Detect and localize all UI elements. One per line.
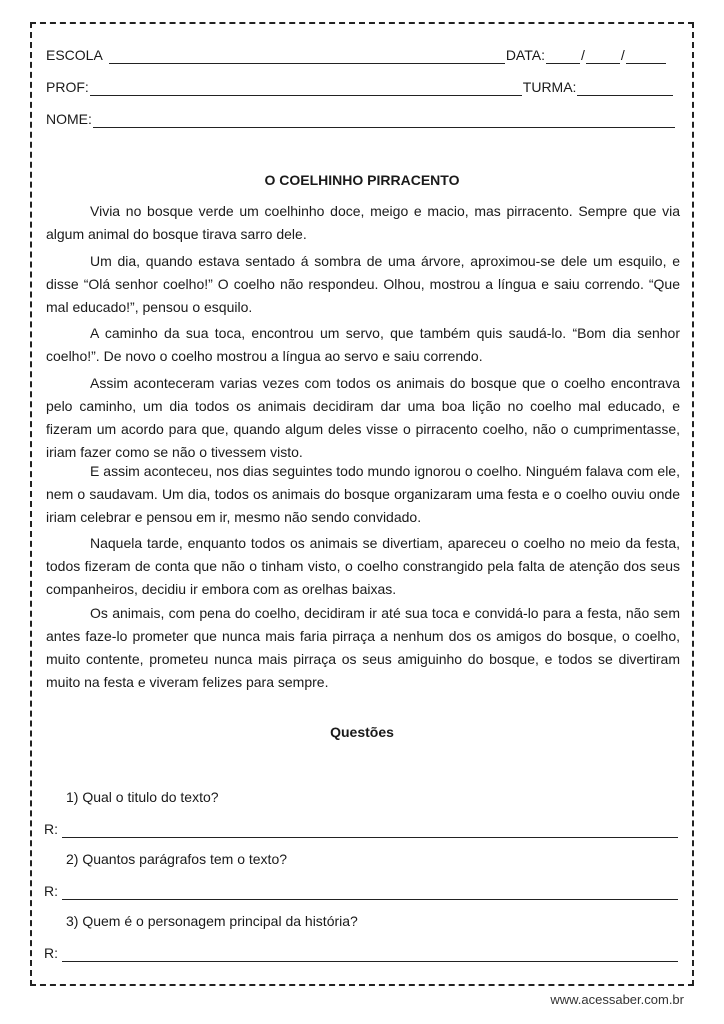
answer-blank[interactable] [62,823,678,838]
question-item: 2) Quantos parágrafos tem o texto? [66,851,288,867]
name-field [46,110,676,128]
answer-label: R: [44,883,58,899]
date-label: DATA: [505,47,545,63]
story-paragraph: Assim aconteceram varias vezes com todos os animais do bosque que o coelho encontrava pelo caminho, um dia todos os animais decidiram dar uma boa lição no coelho mal educado, e fizeram um acordo para que, quando algum deles visse o pirracento coelho, não o cumprimentasse, iriam fazer como se não o tivessem visto. [46,375,680,460]
story-paragraph: A caminho da sua toca, encontrou um servo, que também quis saudá-lo. “Bom dia senhor coelho!”. De novo o coelho mostrou a língua ao servo e saiu correndo. [46,325,680,364]
teacher-label: PROF: [46,79,89,95]
date-day-blank[interactable] [546,49,580,64]
school-label: ESCOLA [46,47,103,63]
teacher-blank[interactable] [90,81,522,96]
class-blank[interactable] [577,81,673,96]
name-label: NOME: [46,111,92,127]
school-field [46,46,667,64]
answer-blank[interactable] [62,885,678,900]
story-paragraph: Um dia, quando estava sentado á sombra de uma árvore, aproximou-se dele um esquilo, e disse “Olá senhor coelho!” O coelho não respondeu. Olhou, mostrou a língua e saiu correndo. “Que mal educado!”, pensou o esquilo. [46,253,680,315]
school-blank[interactable] [109,49,505,64]
name-blank[interactable] [93,113,675,128]
teacher-field [46,78,674,96]
answer-label: R: [44,945,58,961]
answer-field [44,944,678,962]
answer-blank[interactable] [62,947,678,962]
answer-field [44,820,678,838]
question-item: 1) Qual o titulo do texto? [66,789,219,805]
story-paragraph: E assim aconteceu, nos dias seguintes todo mundo ignorou o coelho. Ninguém falava com ele, nem o saudavam. Um dia, todos os animais do bosque organizaram uma festa e o coelho ouviu onde iriam celebrar e pensou em ir, mesmo não sendo convidado. [46,463,680,525]
story-paragraph: Naquela tarde, enquanto todos os animais se divertiam, apareceu o coelho no meio da festa, todos fizeram de conta que não o tinham visto, o coelho constrangido pela falta de atenção dos seus companheiros, decidiu ir embora com as orelhas baixas. [46,535,680,597]
date-separator: / [620,47,625,63]
footer-site-link[interactable]: www.acessaber.com.br [550,992,684,1007]
class-label: TURMA: [522,79,577,95]
date-year-blank[interactable] [626,49,666,64]
story-paragraph: Vivia no bosque verde um coelhinho doce, meigo e macio, mas pirracento. Sempre que via algum animal do bosque tirava sarro dele. [46,203,680,242]
date-month-blank[interactable] [586,49,620,64]
answer-field [44,882,678,900]
story-title: O COELHINHO PIRRACENTO [264,172,460,188]
story-paragraph: Os animais, com pena do coelho, decidiram ir até sua toca e convidá-lo para a festa, não sem antes faze-lo prometer que nunca mais faria pirraça a nenhum dos os amigos do bosque, o coelho, muito contente, prometeu nunca mais pirraça os seus amiguinho do bosque, e todos se divertiram muito na festa e viveram felizes para sempre. [46,605,680,690]
question-item: 3) Quem é o personagem principal da história? [66,913,358,929]
worksheet-border [30,22,694,986]
date-separator: / [580,47,585,63]
answer-label: R: [44,821,58,837]
questions-heading: Questões [330,724,394,740]
